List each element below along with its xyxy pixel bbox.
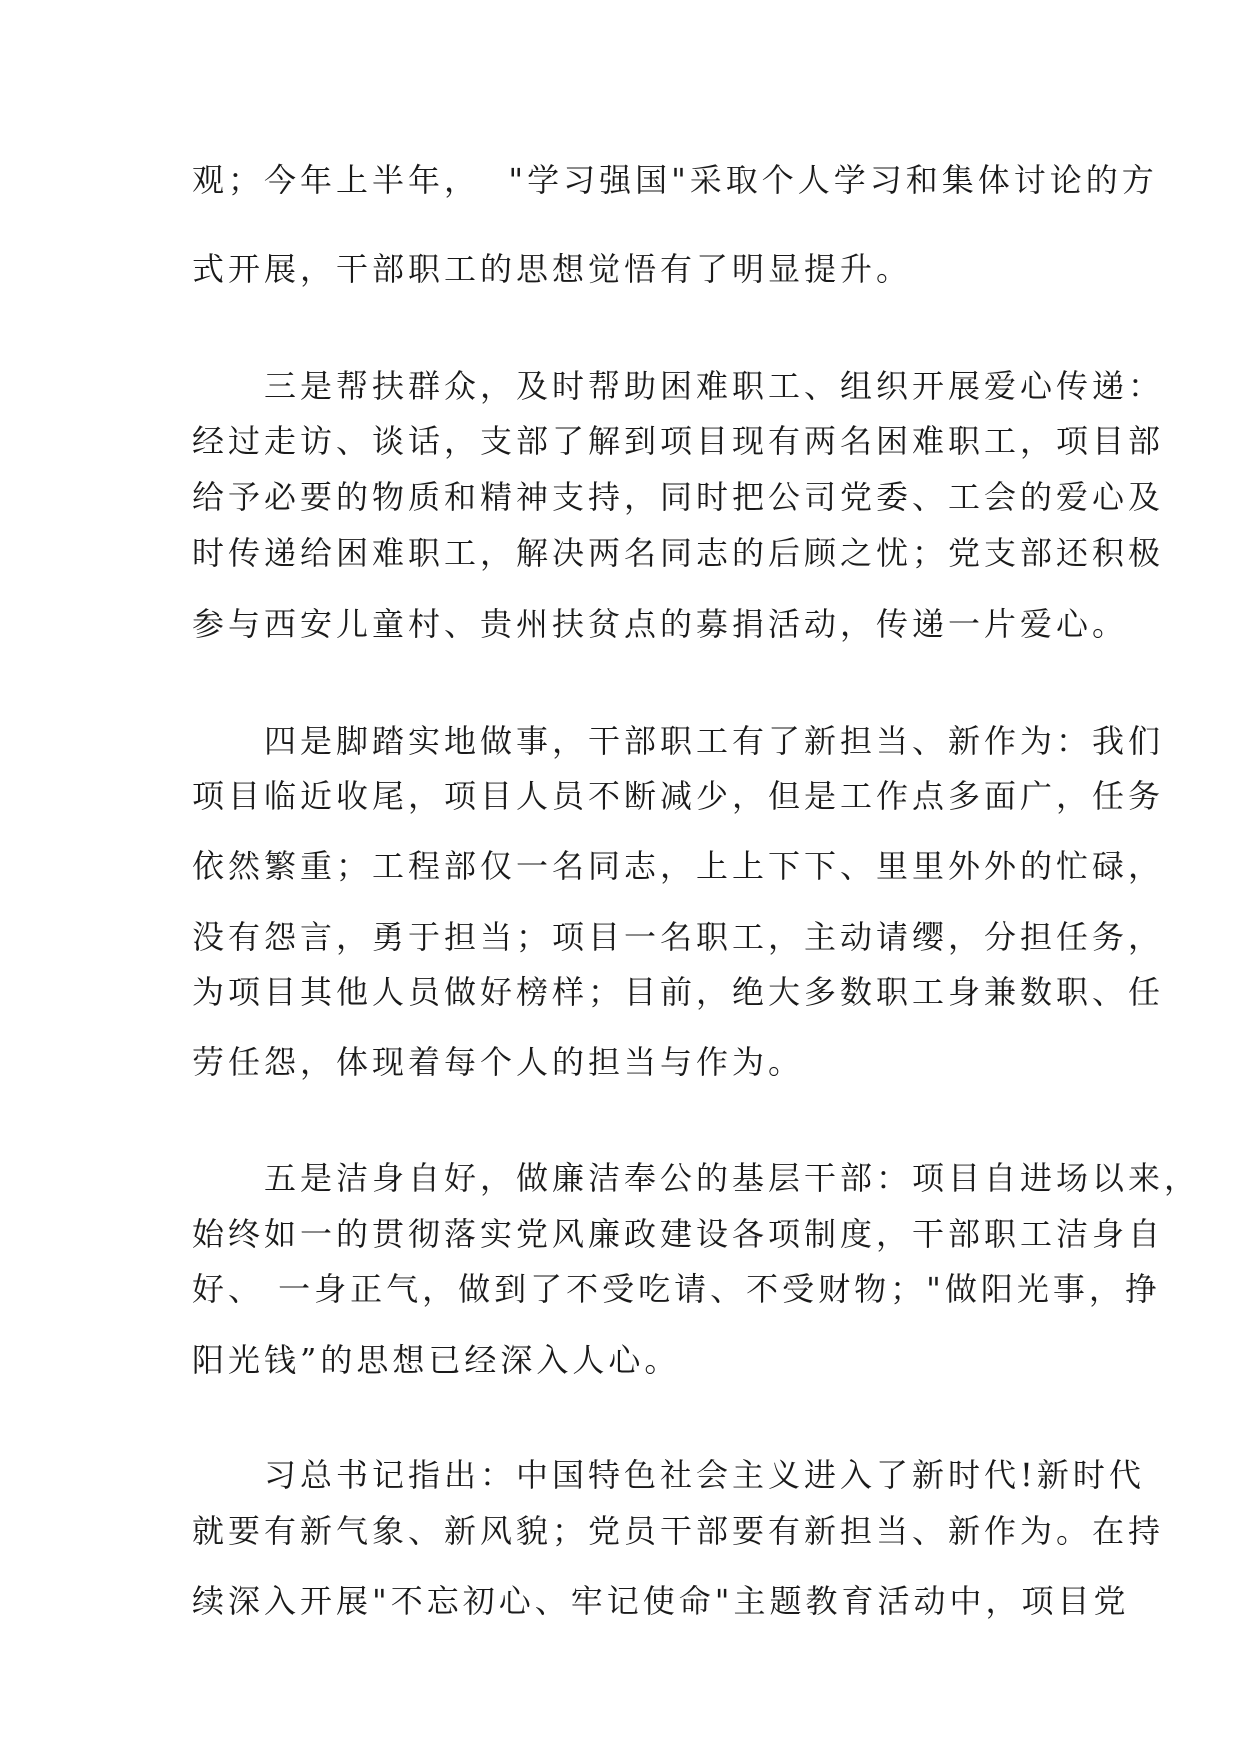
text-line: 好、 一身正气，做到了不受吃请、不受财物；"做阳光事，挣 <box>192 1270 1161 1308</box>
text-line: 给予必要的物质和精神支持，同时把公司党委、工会的爱心及 <box>192 478 1165 516</box>
text-line: 依然繁重；工程部仅一名同志，上上下下、里里外外的忙碌， <box>192 847 1165 885</box>
text-line: 为项目其他人员做好榜样；目前，绝大多数职工身兼数职、任 <box>192 973 1165 1011</box>
text-line: 阳光钱”的思想已经深入人心。 <box>192 1341 681 1379</box>
text-line: 三是帮扶群众，及时帮助困难职工、组织开展爱心传递： <box>192 367 1165 405</box>
text-line: 始终如一的贯彻落实党风廉政建设各项制度，干部职工洁身自 <box>192 1215 1165 1253</box>
text-line: 参与西安儿童村、贵州扶贫点的募捐活动，传递一片爱心。 <box>192 605 1129 643</box>
text-line: 习总书记指出：中国特色社会主义进入了新时代!新时代 <box>192 1456 1145 1494</box>
text-line: 经过走访、谈话，支部了解到项目现有两名困难职工，项目部 <box>192 422 1165 460</box>
text-line: 没有怨言，勇于担当；项目一名职工，主动请缨，分担任务， <box>192 918 1165 956</box>
text-line: 四是脚踏实地做事，干部职工有了新担当、新作为：我们 <box>192 722 1165 760</box>
text-line: 时传递给困难职工，解决两名同志的后顾之忧；党支部还积极 <box>192 534 1165 572</box>
text-line: 式开展，干部职工的思想觉悟有了明显提升。 <box>192 250 913 288</box>
text-line: 劳任怨，体现着每个人的担当与作为。 <box>192 1043 805 1081</box>
text-line: 就要有新气象、新风貌；党员干部要有新担当、新作为。在持 <box>192 1512 1165 1550</box>
text-line: 续深入开展"不忘初心、牢记使命"主题教育活动中，项目党 <box>192 1582 1130 1620</box>
text-line: 观；今年上半年， "学习强国"采取个人学习和集体讨论的方 <box>192 161 1158 199</box>
text-line: 项目临近收尾，项目人员不断减少，但是工作点多面广，任务 <box>192 777 1165 815</box>
text-line: 五是洁身自好，做廉洁奉公的基层干部：项目自进场以来， <box>192 1159 1201 1197</box>
